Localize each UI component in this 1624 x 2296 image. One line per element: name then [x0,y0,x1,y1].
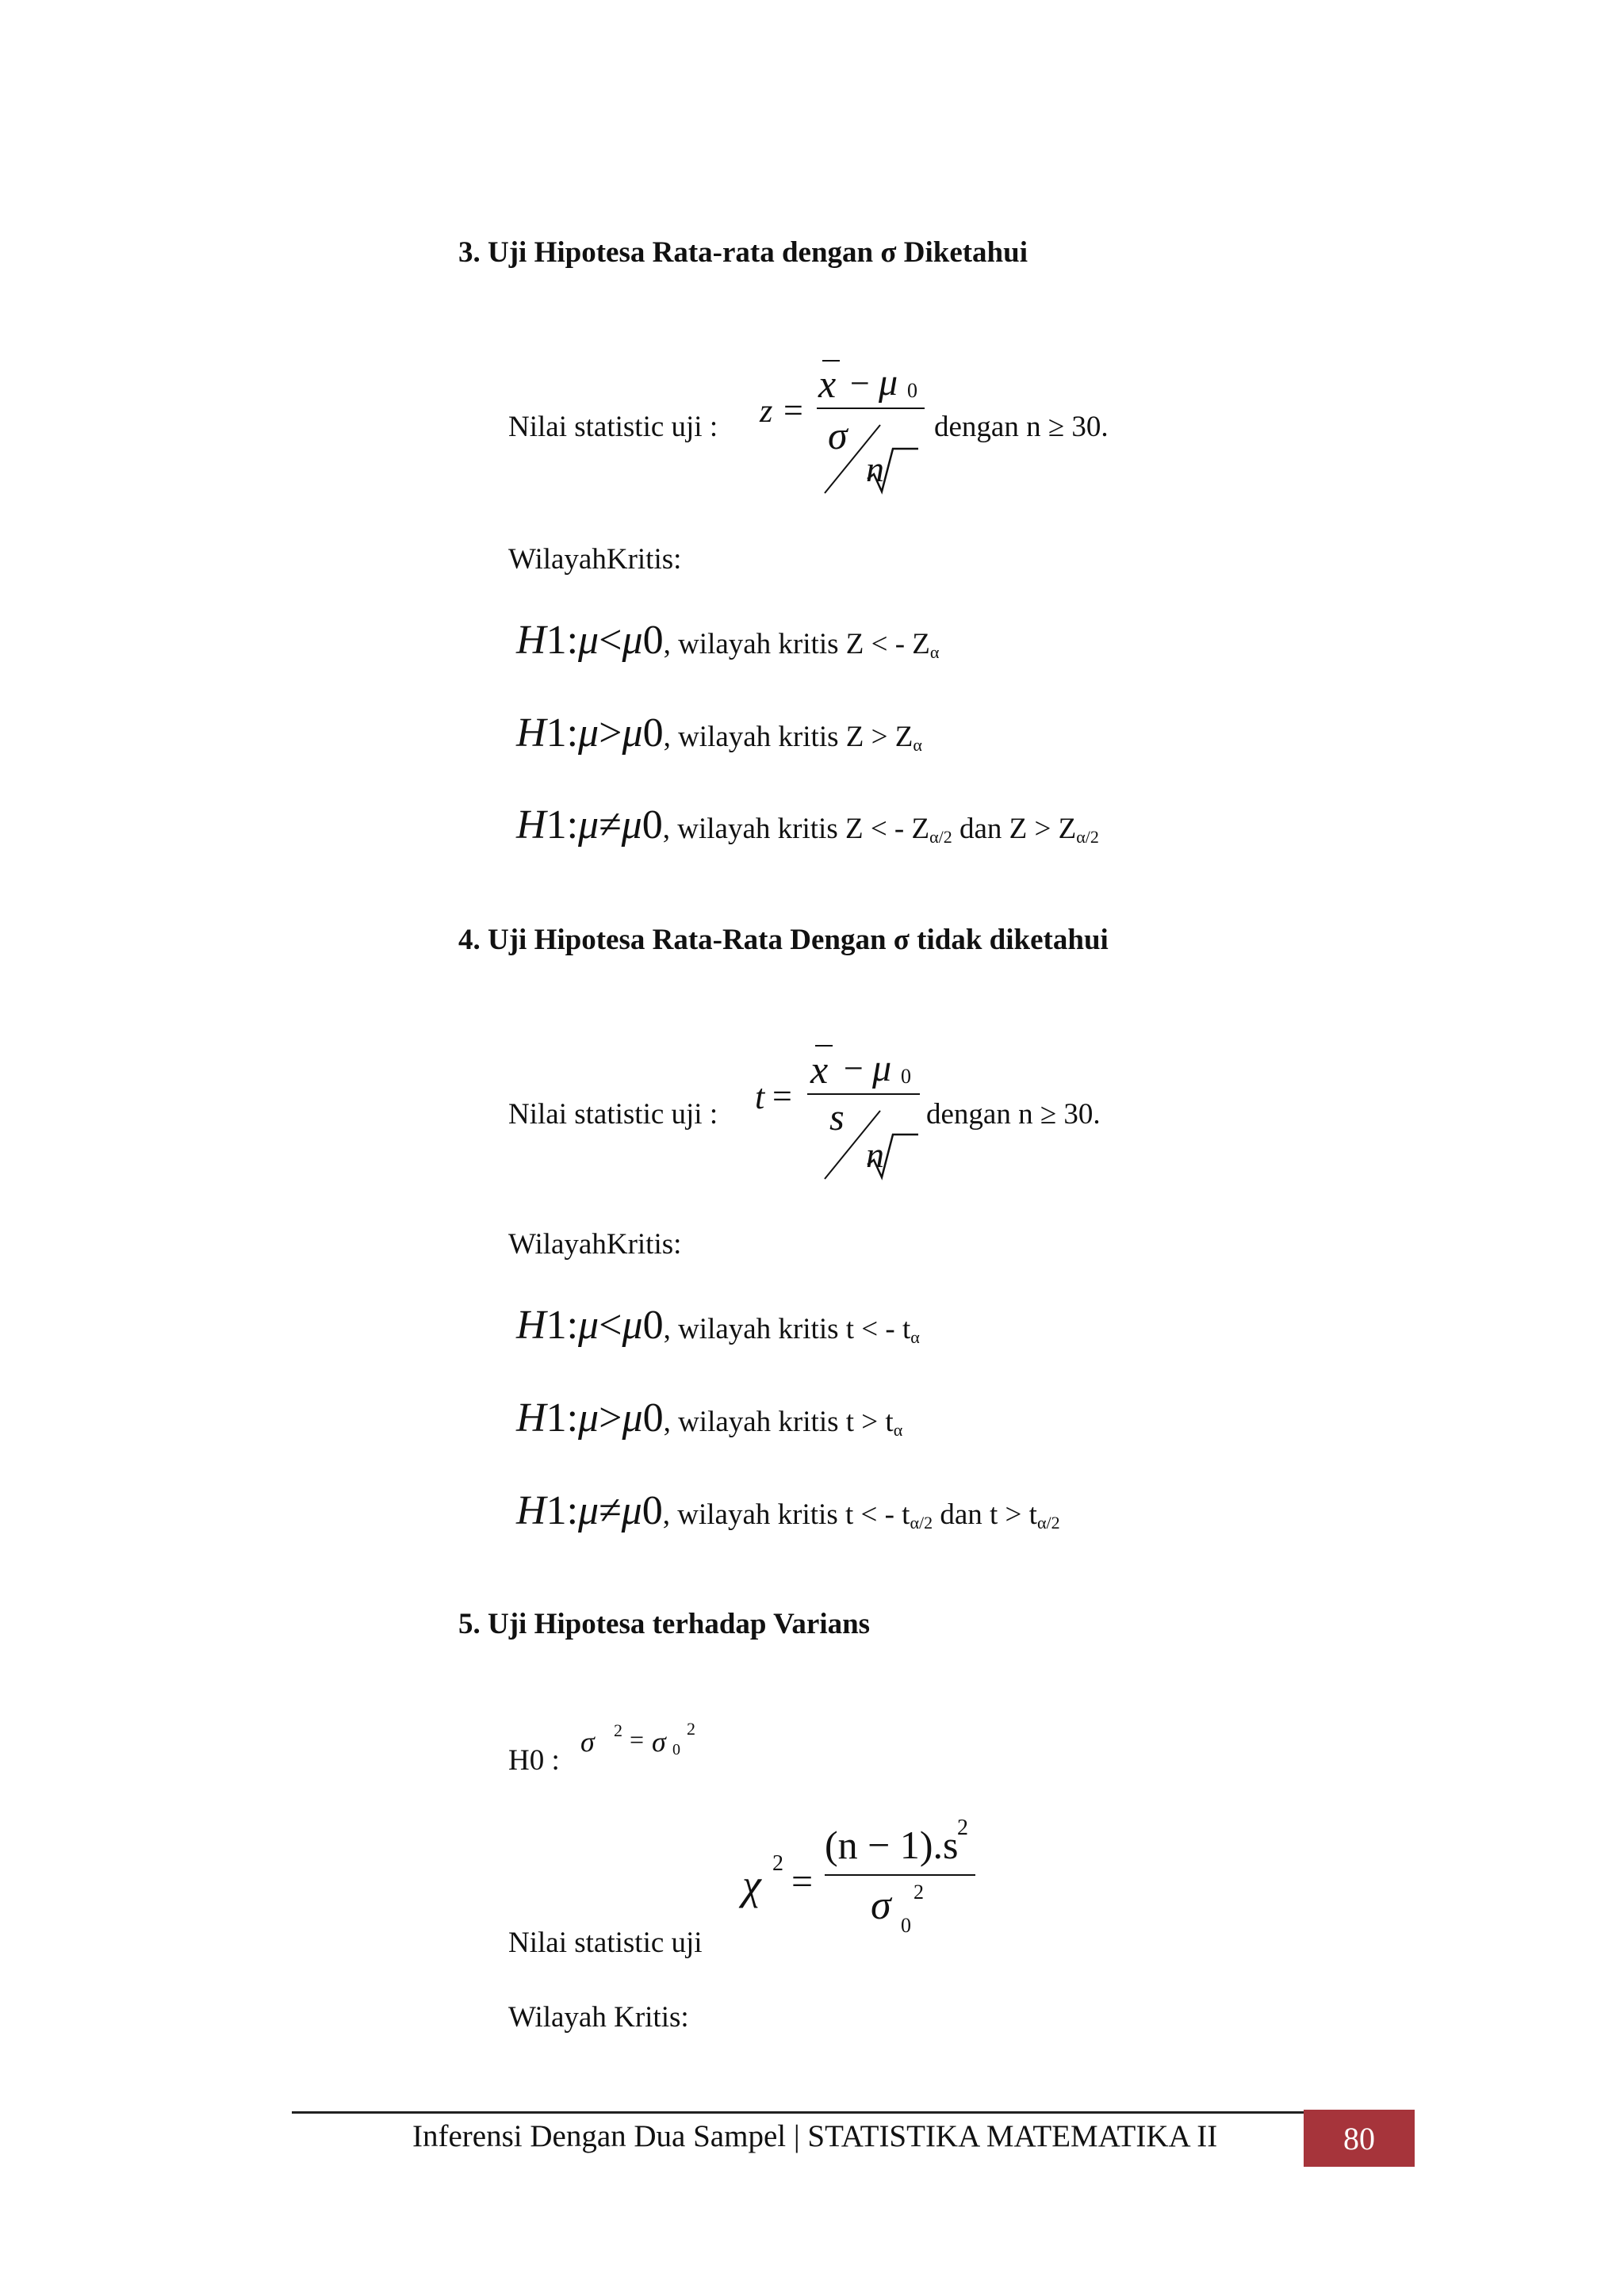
stat-label-4: Nilai statistic uji : [508,1098,718,1131]
critical-title-5: Wilayah Kritis: [508,2001,689,2034]
footer-divider [292,2111,1310,2114]
stat-label-3: Nilai statistic uji : [508,411,718,443]
critical-row: H1:μ<μ0, wilayah kritis t < - $t_\alpha$ [516,1303,920,1348]
page-number-badge [1304,2110,1415,2167]
critical-row: H1:μ≠μ0, wilayah kritis Z < - $Z_{\alpha/2}$ dan $Z > Z_{\alpha/2}$ [516,802,1099,848]
critical-row: H1:μ>μ0, wilayah kritis $t > t_\alpha$ [516,1395,903,1441]
footer-running-title: Inferensi Dengan Dua Sampel | STATISTIKA MATEMATIKA II [412,2119,1218,2153]
critical-row: H1:μ>μ0, wilayah kritis $Z > Z_\alpha$ [516,710,922,756]
condition-3: dengan n ≥ 30. [934,411,1109,443]
critical-title-4: WilayahKritis: [508,1228,682,1261]
section-3-heading: 3. Uji Hipotesa Rata-rata dengan σ Diketahui [458,236,1028,269]
h0-label: H0 : [508,1744,560,1777]
stat-label-5: Nilai statistic uji [508,1927,703,1959]
page-number: 80 [1343,2120,1375,2156]
critical-row: H1:μ≠μ0, wilayah kritis t < - $t_{\alpha/2}$ dan $t > t_{\alpha/2}$ [516,1488,1060,1533]
section-4-heading: 4. Uji Hipotesa Rata-Rata Dengan σ tidak diketahui [458,924,1109,956]
condition-4: dengan n ≥ 30. [926,1098,1101,1131]
critical-title-3: WilayahKritis: [508,543,682,576]
critical-row: H1:μ<μ0, wilayah kritis Z < - $Z_\alpha$ [516,618,940,663]
section-5-heading: 5. Uji Hipotesa terhadap Varians [458,1608,871,1640]
